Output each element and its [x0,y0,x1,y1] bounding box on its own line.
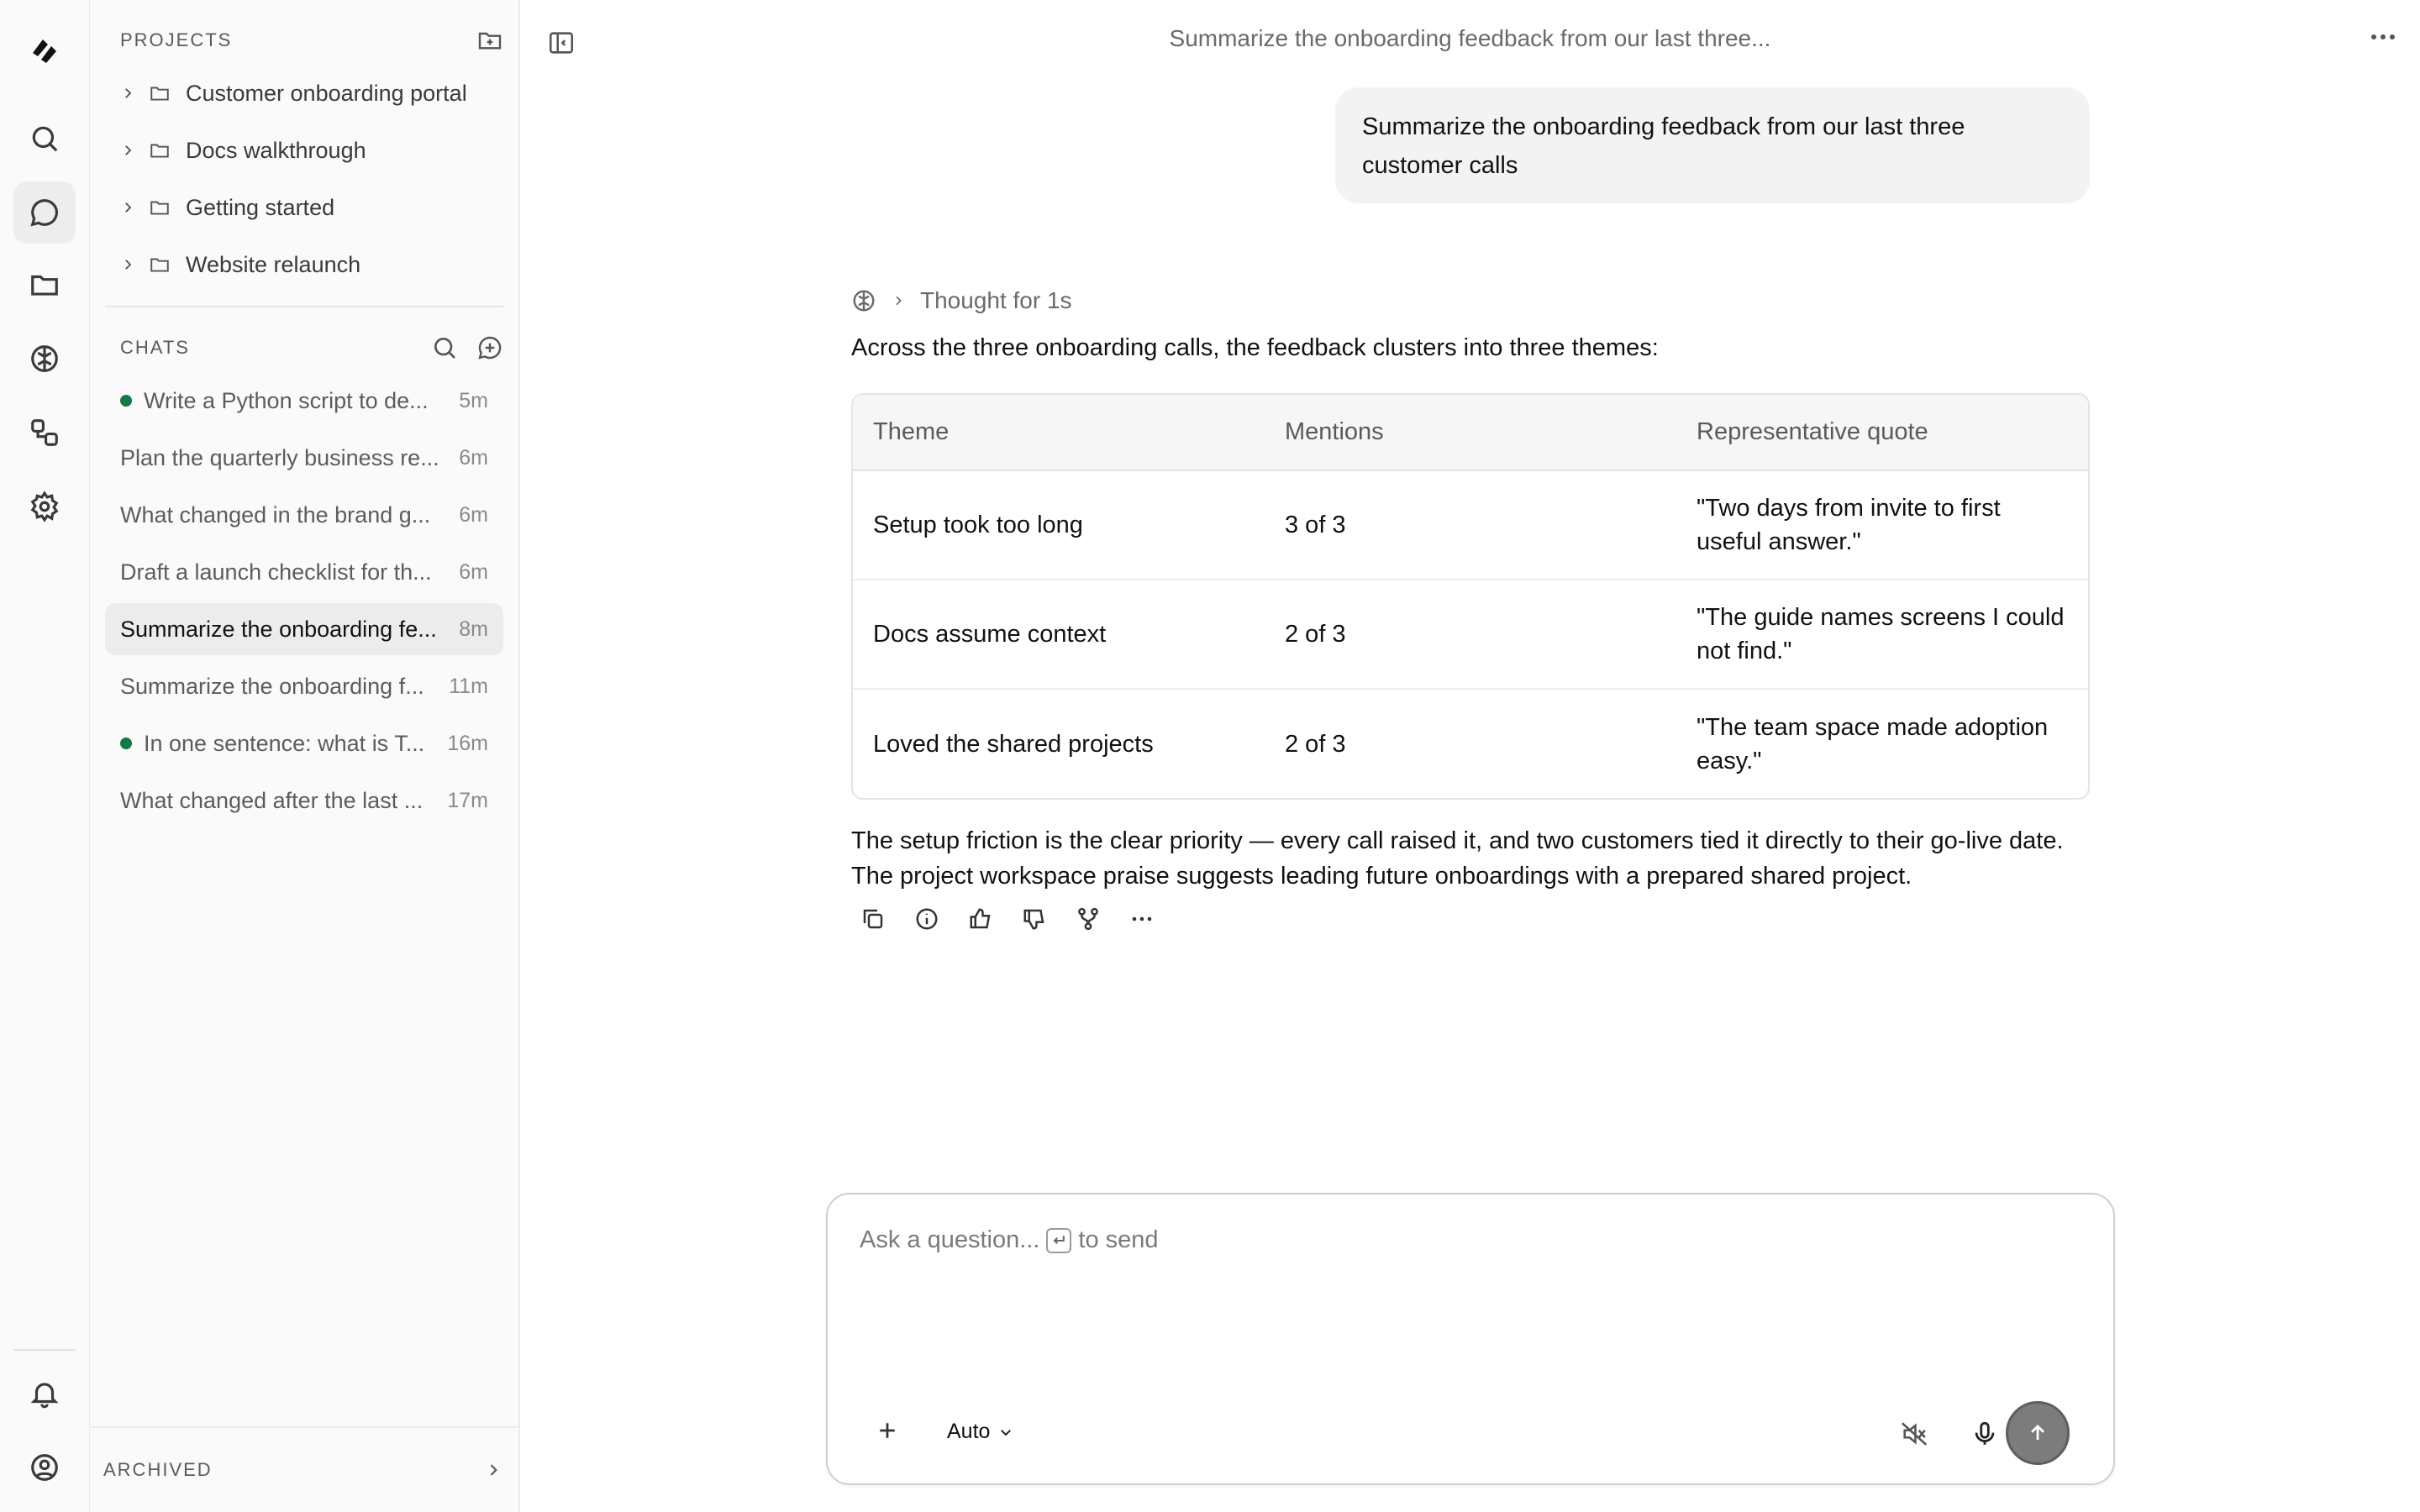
chat-item[interactable] [105,774,503,827]
folder-icon[interactable] [13,254,76,316]
composer[interactable] [826,1193,2115,1485]
add-attachment-icon[interactable] [875,1418,900,1443]
more-actions-icon[interactable] [1128,906,1155,932]
table-header: Representative quote [1676,395,2088,470]
archived-label: ARCHIVED [103,1459,213,1480]
sidebar-divider [105,306,503,307]
main-panel [520,0,2420,1512]
project-label: Docs walkthrough [186,137,366,163]
table-header: Mentions [1265,395,1676,470]
rail-divider [13,1349,76,1351]
brain-icon[interactable] [13,328,76,390]
icon-rail [0,0,90,1512]
chat-item[interactable] [105,375,503,427]
search-chats-icon[interactable] [431,334,458,361]
bell-icon[interactable] [13,1362,76,1425]
sidebar [90,0,520,1512]
chat-label: Summarize the onboarding fe... [120,616,437,642]
table-cell: Setup took too long [853,470,1265,580]
folder-icon [149,254,186,276]
project-item[interactable] [120,241,503,288]
unread-dot [120,738,132,749]
new-folder-icon[interactable] [476,27,503,54]
project-label: Customer onboarding portal [186,80,467,106]
project-item[interactable] [120,184,503,231]
chat-time: 16m [447,731,488,755]
response-actions [860,906,1155,932]
chat-label: Write a Python script to de... [144,387,429,413]
table-row [853,470,2088,580]
table-header: Theme [853,395,1265,470]
projects-header [120,24,503,57]
chat-item[interactable] [105,660,503,712]
table-cell: Loved the shared projects [873,730,1154,758]
settings-icon[interactable] [13,475,76,538]
chevron-down-icon [998,1425,1013,1440]
brain-icon [851,288,876,313]
chevron-right-icon[interactable] [120,143,149,158]
table-row [853,580,2088,689]
table-cell: Docs assume context [853,580,1265,689]
info-icon[interactable] [913,906,940,932]
project-item[interactable] [120,70,503,117]
table-row [853,689,2088,798]
project-item[interactable] [120,127,503,174]
branch-icon[interactable] [1075,906,1102,932]
placeholder-prefix: Ask a question... [860,1226,1040,1253]
microphone-icon[interactable] [1970,1420,1999,1448]
search-icon[interactable] [13,108,76,170]
chat-label: What changed in the brand g... [120,501,431,528]
table-cell: "Two days from invite to first useful answer." [1676,470,2088,580]
chat-icon[interactable] [13,181,76,244]
projects-title: PROJECTS [120,29,233,50]
folder-icon [149,82,186,104]
thought-toggle[interactable] [851,287,1072,314]
thumbs-up-icon[interactable] [967,906,994,932]
more-options-icon[interactable] [2370,32,2396,42]
archived-section[interactable] [90,1426,518,1512]
thought-label: Thought for 1s [920,287,1072,313]
chat-item[interactable] [105,489,503,541]
table-cell: 2 of 3 [1285,730,1346,758]
new-chat-icon[interactable] [476,334,503,361]
chat-item[interactable] [105,432,503,484]
chevron-right-icon[interactable] [120,86,149,101]
project-label: Getting started [186,194,335,220]
enter-key-icon [1046,1228,1071,1253]
model-label: Auto [947,1420,991,1443]
chat-time: 17m [447,788,488,812]
chevron-right-icon [892,294,905,307]
chat-time: 6m [459,502,488,527]
chat-label: In one sentence: what is T... [144,730,425,756]
chat-label: Draft a launch checklist for th... [120,559,432,585]
message-input[interactable] [860,1226,1159,1254]
connections-icon[interactable] [13,402,76,464]
conversation-title: Summarize the onboarding feedback from our last three... [1169,25,1771,51]
logo-icon[interactable] [13,18,76,81]
themes-table [851,393,2090,800]
arrow-up-icon [2026,1421,2049,1445]
chat-time: 6m [459,559,488,584]
response-intro: Across the three onboarding calls, the feedback clusters into three themes: [851,334,1659,361]
model-select[interactable] [947,1420,1013,1444]
project-label: Website relaunch [186,251,361,277]
chat-item-active[interactable] [105,603,503,655]
placeholder-suffix: to send [1078,1226,1159,1253]
unread-dot [120,395,132,407]
table-cell: "The guide names screens I could not find." [1676,580,2088,689]
chat-time: 6m [459,445,488,470]
chat-item[interactable] [105,717,503,769]
mute-audio-icon[interactable] [1900,1420,1928,1448]
chevron-right-icon[interactable] [120,200,149,215]
chevron-right-icon[interactable] [120,257,149,272]
account-icon[interactable] [13,1436,76,1499]
table-cell: "The team space made adoption easy." [1697,713,2049,774]
folder-icon [149,139,186,161]
chat-item[interactable] [105,546,503,598]
thumbs-down-icon[interactable] [1021,906,1048,932]
chat-label: What changed after the last ... [120,787,424,813]
send-button[interactable] [2006,1401,2070,1465]
chat-label: Plan the quarterly business re... [120,444,439,470]
copy-icon[interactable] [860,906,886,932]
chats-title: CHATS [120,337,190,358]
chats-header [120,331,503,365]
chat-time: 11m [449,674,488,698]
chevron-right-icon [485,1462,502,1478]
table-cell: 3 of 3 [1265,470,1676,580]
chat-time: 5m [459,388,488,412]
user-message: Summarize the onboarding feedback from our last three customer calls [1335,87,2090,203]
table-cell: 2 of 3 [1265,580,1676,689]
chat-time: 8m [459,617,488,641]
response-summary: The setup friction is the clear priority — every call raised it, and two customers tied it directly to their go-live date. The project workspace praise suggests leading future onboardings with a prepared shared project. [851,827,2064,890]
folder-icon [149,197,186,218]
chat-label: Summarize the onboarding f... [120,673,424,699]
table-header-row [853,395,2088,470]
